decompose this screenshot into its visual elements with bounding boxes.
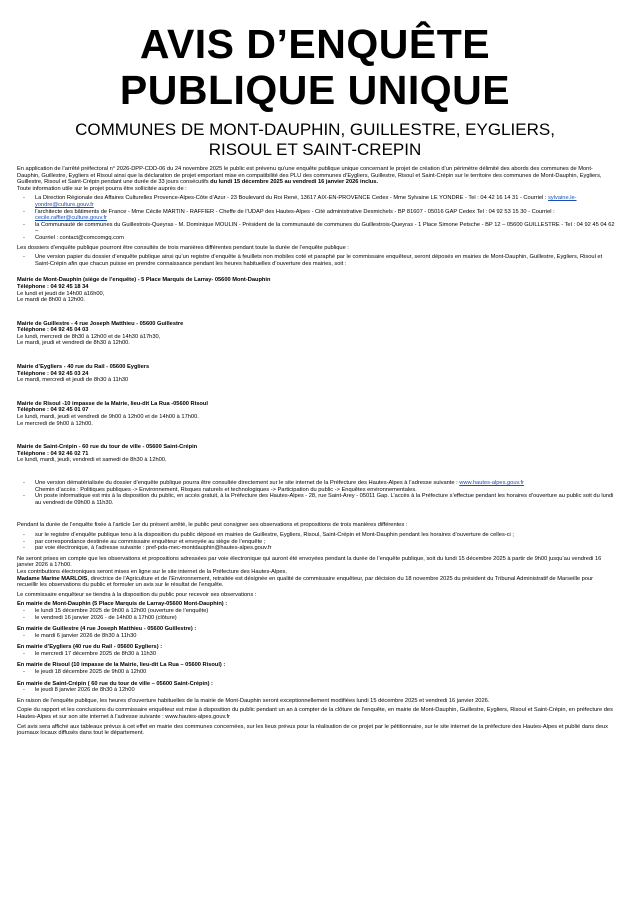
mairie-hours: Le lundi et jeudi de 14h00 à16h00, [17, 290, 105, 297]
contact-abf [17, 209, 615, 222]
permanence-title: En mairie de Risoul (10 impasse de la Mairie, lieu-dit La Rua – 05600 Risoul) : [17, 662, 226, 669]
permanences-heading: Le commissaire enquêteur se tiendra à la disposition du public pour recevoir ses observations : [17, 591, 257, 598]
mairie-title: Mairie de Guillestre - 4 rue Joseph Matthieu - 05600 Guillestre [17, 320, 184, 327]
observation-method: - sur le registre d’enquête publique tenu à la disposition du public déposé en mairies de Guillestre, Eygliers, Risoul, Saint-Crépin et Mont-Dauphin pendant les horaires d’ouverture de celles-ci ; [17, 532, 615, 539]
permanence-date: - le jeudi 18 décembre 2025 de 9h00 à 12h00 [17, 669, 615, 676]
mairie-block [17, 364, 615, 384]
intro-paragraph [17, 166, 615, 186]
permanence-date: - le jeudi 8 janvier 2026 de 8h30 à 12h00 [17, 687, 615, 694]
notice-title-line1: AVIS D’ENQUÊTE [139, 21, 491, 67]
intro-text: En application de l’arrêté préfectoral n° 2026-DPP-CDD-06 du 24 novembre 2025 le public est prévenu qu’une enquête publique unique concernant le projet de création d’un périmètre délimité des abords des communes de Mont-Dauphin, Guillestre, Eygliers et Risoul ainsi que la déclaration de projet emportant mise en compatibilité des PLU des communes d’Eygliers, Guillestre, Risoul et Saint-Crépin sur le territoire des communes de Mont-Dauphin, Eygliers, Guillestre, Risoul et Saint-Crépin pendant une durée de 33 jours consécutifs [17, 166, 602, 186]
contact-courriel [17, 235, 615, 242]
mairie-title: Mairie de Saint-Crépin - 60 rue du tour de ville - 05600 Saint-Crépin [17, 444, 198, 451]
computer-access: - Un poste informatique est mis à la disposition du public, en accès gratuit, à la Préfecture des Hautes-Alpes - 28, rue Saint-Arey - 05011 Gap. L’accès à la Préfecture s’effectue pendant les horaires d’ouverture au public soit du lundi au vendredi de 09h00 à 11h30. [17, 493, 615, 506]
mairie-hours: Le lundi, mercredi de 8h30 à 12h00 et de 14h30 à17h30, [17, 333, 161, 340]
prefecture-site-link[interactable]: www.hautes-alpes.gouv.fr [459, 480, 524, 486]
mairie-block [17, 321, 615, 347]
observations-heading: Pendant la durée de l’enquête fixée à l’article 1er du présent arrêté, le public peut consigner ses observations et propositions de trois manières différentes : [17, 522, 408, 529]
mairie-title: Mairie d’Eygliers - 40 rue du Rail - 05600 Eygliers [17, 364, 150, 371]
observations-note: Ne seront prises en compte que les observations et propositions adressées par voie électronique qui auront été envoyées pendant la durée de l’enquête publique, soit du lundi 15 décembre 2025 à partir de 9h00 jusqu’au vendredi 16 janvier 2026 à 17h00. [17, 555, 602, 569]
permanence-title: En mairie de Guillestre (4 rue Joseph Matthieu - 05600 Guillestre) : [17, 626, 197, 633]
email-link-drac[interactable]: sylvaine.le-yondre@culture.gouv.fr [35, 195, 577, 208]
mairie-phone: Téléphone : 04 92 46 02 71 [17, 450, 89, 457]
observations-online: Les contributions électroniques seront mises en ligne sur le site internet de la Préfecture des Hautes-Alpes. [17, 568, 287, 575]
info-heading: Toute information utile sur le projet pourra être sollicitée auprès de : [17, 185, 187, 192]
mairie-phone: Téléphone : 04 92 45 04 03 [17, 327, 89, 334]
electronic-text: Une version dématérialisée du dossier d’enquête publique pourra être consultée directement sur le site internet de la Préfecture des Hautes-Alpes à l’adresse suivante : [35, 480, 460, 486]
commissaire-text: , directrice de l’Agriculture et de l’Environnement, retraitée est désignée en qualité de commissaire enquêteur, par décision du 18 novembre 2025 du président du Tribunal Administratif de Marseille pour recueillir les observations du public et formuler un avis sur le résultat de l’enquête. [17, 575, 594, 589]
permanence-date: - le mercredi 17 décembre 2025 de 8h30 à 11h30 [17, 651, 615, 658]
permanence-date: - le vendredi 16 janvier 2026 - de 14h00 à 17h00 (clôture) [17, 615, 615, 622]
mairie-phone: Téléphone : 04 92 45 18 34 [17, 283, 89, 290]
permanence-title: En mairie de Mont-Dauphin (5 Place Marquis de Larray-05600 Mont-Dauphin) : [17, 601, 228, 608]
observation-method: - par voie électronique, à l’adresse suivante : pref-pda-mec-montdauphin@hautes-alpes.gouv.fr [17, 545, 615, 552]
mairie-title: Mairie de Mont-Dauphin (siège de l’enquête) - 5 Place Marquis de Larray- 05600 Mont-Dauphin [17, 277, 271, 284]
closing-report-note: Copie du rapport et les conclusions du commissaire enquêteur est mise à disposition du public pendant un an à compter de la clôture de l’enquête, en mairie de Mont-Dauphin, Guillestre, Eygliers, Risoul et Saint-Crépin, en préfecture des Hautes-Alpes et sur son site internet à l’adresse suivante : www.hautes-alpes.gouv.fr [17, 707, 613, 721]
email-link-abf[interactable]: cecile.raffier@culture.gouv.fr [35, 215, 107, 222]
permanence-date: - le mardi 6 janvier 2026 de 8h30 à 11h30 [17, 633, 615, 640]
permanence-title: En mairie de Saint-Crépin ( 60 rue du tour de ville – 05600 Saint-Crépin) : [17, 680, 213, 687]
mairie-hours: Le mardi, mercredi et jeudi de 8h30 à 11h30 [17, 377, 129, 384]
permanence-date: - le lundi 15 décembre 2025 de 9h00 à 12h00 (ouverture de l’enquête) [17, 608, 615, 615]
mairie-hours: Le mardi de 8h00 à 12h00. [17, 297, 85, 304]
access-path: Chemin d’accès : Politiques publiques -> Environnement, Risques naturels et technologiques -> Participation du public -> Enquêtes environnementales. [35, 486, 417, 493]
contact-comcom [17, 222, 615, 235]
notice-title-line2: PUBLIQUE UNIQUE [119, 67, 511, 113]
commissaire-name: Madame Marine MARLOIS [17, 575, 88, 582]
notice-body [17, 166, 615, 737]
mairie-hours: Le lundi, mardi, jeudi, vendredi et samedi de 8h30 à 12h00. [17, 457, 167, 464]
communes-subtitle-line2: RISOUL ET SAINT-CREPIN [208, 140, 422, 159]
electronic-version [17, 480, 615, 487]
permanence-title: En mairie d’Eygliers (40 rue du Rail - 05600 Eygliers) : [17, 644, 163, 651]
dossier-heading: Les dossiers d’enquête publique pourront être consultés de trois manières différentes pendant toute la durée de l’enquête publique : [17, 244, 349, 251]
commissaire-paragraph [17, 576, 615, 589]
contact-comcom-text: la Communauté de communes du Guillestrois-Queyras - M. Dominique MOULIN - Président de la communauté de communes du Guillestrois-Queyras - 1 Place Simone Petsche - BP 12 – 05600 GUILLESTRE - Tel : 04 92 45 04 62 – [35, 221, 615, 235]
mairie-title: Mairie de Risoul -10 impasse de la Mairie, lieu-dit La Rua -05600 Risoul [17, 400, 208, 407]
mairie-block [17, 401, 615, 427]
mairie-hours: Le mardi, jeudi et vendredi de 8h30 à 12h00. [17, 340, 130, 347]
intro-dates: du lundi 15 décembre 2025 au vendredi 16 janvier 2026 inclus. [210, 179, 379, 186]
mairie-hours: Le mercredi de 9h00 à 12h00. [17, 420, 93, 427]
mairie-phone: Téléphone : 04 92 45 01 07 [17, 407, 89, 414]
mairie-hours: Le lundi, mardi, jeudi et vendredi de 9h00 à 12h00 et de 14h00 à 17h00. [17, 414, 199, 421]
closing-display-note: Cet avis sera affiché aux tableaux prévus à cet effet en mairie des communes concernées, sur les lieux prévus pour la réalisation de ce projet par le pétitionnaire, sur le site internet de la préfecture des Hautes-Alpes et publié dans deux journaux locaux diffusés dans tout le département. [17, 723, 608, 737]
communes-subtitle-line1: COMMUNES DE MONT-DAUPHIN, GUILLESTRE, EYGLIERS, [75, 120, 555, 139]
dossier-paper: - Une version papier du dossier d’enquête publique ainsi qu’un registre d’enquête à feuillets non mobiles coté et paraphé par le commissaire enquêteur, seront déposés en mairies de Mont-Dauphin, Guillestre, Eygliers, Risoul et Saint-Crépin afin que chacun puisse en prendre connaissance pendant les heures habituelles d’ouverture des mairies, soit : [17, 254, 615, 267]
mairie-block [17, 277, 615, 303]
contact-drac-text: La Direction Régionale des Affaires Culturelles Provence-Alpes-Côte d’Azur - 23 Boulevard du Roi René, 13617 AIX-EN-PROVENCE Cedex - Mme Sylvaine LE YONDRE - Tel : 04 42 16 14 31 - Courriel : [35, 195, 549, 202]
contact-courriel-text: Courriel : contact@comcomgq.com [35, 234, 124, 241]
observation-method: - par correspondance destinée au commissaire enquêteur et envoyée au siège de l’enquête ; [17, 539, 615, 546]
mairie-phone: Téléphone : 04 92 45 03 24 [17, 370, 89, 377]
closing-hours-note: En raison de l’enquête publique, les heures d’ouverture habituelles de la mairie de Mont-Dauphin seront exceptionnellement modifiées lundi 15 décembre 2025 et vendredi 16 janvier 2026. [17, 697, 490, 704]
contact-drac [17, 195, 615, 208]
contact-abf-text: l’architecte des bâtiments de France - Mme Cécile MARTIN - RAFFIER - Cheffe de l’UDAP des Hautes-Alpes - Cité administrative Desmichels - BP 81607 - 05016 GAP Cedex Tel : 04 92 53 15 30 - Courriel : [35, 208, 555, 215]
mairie-block [17, 444, 615, 464]
